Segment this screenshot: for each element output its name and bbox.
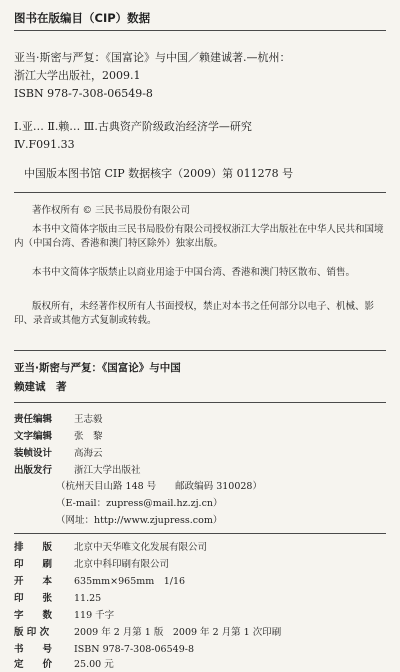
credit-row bbox=[14, 413, 386, 427]
spec-value: 11.25 bbox=[74, 593, 102, 604]
spec-label: 书 号 bbox=[14, 644, 53, 655]
divider bbox=[14, 533, 386, 534]
cip-classification-code: Ⅳ.F091.33 bbox=[14, 138, 75, 151]
book-title: 亚当·斯密与严复：《国富论》与中国 bbox=[14, 362, 181, 374]
credit-label: 责任编辑 bbox=[14, 414, 53, 425]
spec-value: 635mm×965mm 1/16 bbox=[74, 576, 186, 587]
spec-value: 北京中天华唯文化发展有限公司 bbox=[74, 542, 208, 553]
spec-row bbox=[14, 609, 386, 623]
copyright-paragraph: 版权所有，未经著作权所有人书面授权，禁止对本书之任何部分以电子、机械、影印、录音或其他方式复制或转载。 bbox=[14, 301, 375, 326]
credit-row bbox=[14, 464, 386, 478]
spec-row bbox=[14, 575, 386, 589]
credit-value: 高海云 bbox=[74, 448, 103, 459]
spec-value: ISBN 978-7-308-06549-8 bbox=[74, 644, 194, 655]
spec-value: 119 千字 bbox=[74, 610, 115, 621]
cip-line: 亚当·斯密与严复：《国富论》与中国／赖建诚著.—杭州： bbox=[14, 51, 291, 64]
credit-label: 装帧设计 bbox=[14, 448, 53, 459]
spec-row bbox=[14, 658, 386, 672]
credit-value: 张 黎 bbox=[74, 431, 103, 442]
divider bbox=[14, 350, 386, 351]
spec-label: 印 张 bbox=[14, 593, 53, 604]
publisher-email: （E-mail：zupress@mail.hz.zj.cn） bbox=[56, 498, 223, 509]
credit-value: 浙江大学出版社 bbox=[74, 465, 141, 476]
spec-value: 2009 年 2 月第 1 版 2009 年 2 月第 1 次印刷 bbox=[74, 627, 282, 638]
divider bbox=[14, 30, 386, 31]
cip-line: 浙江大学出版社，2009.1 bbox=[14, 69, 141, 82]
spec-label: 字 数 bbox=[14, 610, 53, 621]
credit-value: 王志毅 bbox=[74, 414, 103, 425]
cip-number: 中国版本图书馆 CIP 数据核字（2009）第 011278 号 bbox=[24, 167, 294, 180]
spec-label: 开 本 bbox=[14, 576, 53, 587]
credit-row bbox=[14, 430, 386, 444]
spec-label: 定 价 bbox=[14, 659, 53, 670]
publisher-website: （网址：http://www.zjupress.com） bbox=[56, 515, 223, 526]
credit-label: 文字编辑 bbox=[14, 431, 53, 442]
divider bbox=[14, 402, 386, 403]
book-author: 赖建诚 著 bbox=[14, 381, 67, 393]
cip-heading: 图书在版编目（CIP）数据 bbox=[14, 11, 151, 25]
credit-row bbox=[14, 447, 386, 461]
spec-label: 版 印 次 bbox=[14, 627, 50, 638]
spec-row bbox=[14, 643, 386, 657]
spec-row bbox=[14, 592, 386, 606]
spec-label: 排 版 bbox=[14, 542, 53, 553]
spec-label: 印 刷 bbox=[14, 559, 53, 570]
copyright-paragraph: 本书中文简体字版由三民书局股份有限公司授权浙江大学出版社在中华人民共和国境内（中国台湾、香港和澳门特区除外）独家出版。 bbox=[14, 224, 384, 249]
spec-value: 25.00 元 bbox=[74, 659, 114, 670]
copyright-paragraph: 本书中文简体字版禁止以商业用途于中国台湾、香港和澳门特区散布、销售。 bbox=[32, 267, 356, 278]
spec-row bbox=[14, 558, 386, 572]
publisher-address: （杭州天目山路 148 号 邮政编码 310028） bbox=[56, 481, 262, 492]
credit-label: 出版发行 bbox=[14, 465, 53, 476]
spec-row bbox=[14, 626, 386, 640]
divider bbox=[14, 192, 386, 193]
cip-isbn: ISBN 978-7-308-06549-8 bbox=[14, 87, 153, 100]
spec-value: 北京中科印刷有限公司 bbox=[74, 559, 170, 570]
cip-classification: Ⅰ.亚… Ⅱ.赖… Ⅲ.古典资产阶级政治经济学—研究 bbox=[14, 120, 252, 133]
copyright-owner: 著作权所有 © 三民书局股份有限公司 bbox=[32, 205, 191, 216]
spec-row bbox=[14, 541, 386, 555]
